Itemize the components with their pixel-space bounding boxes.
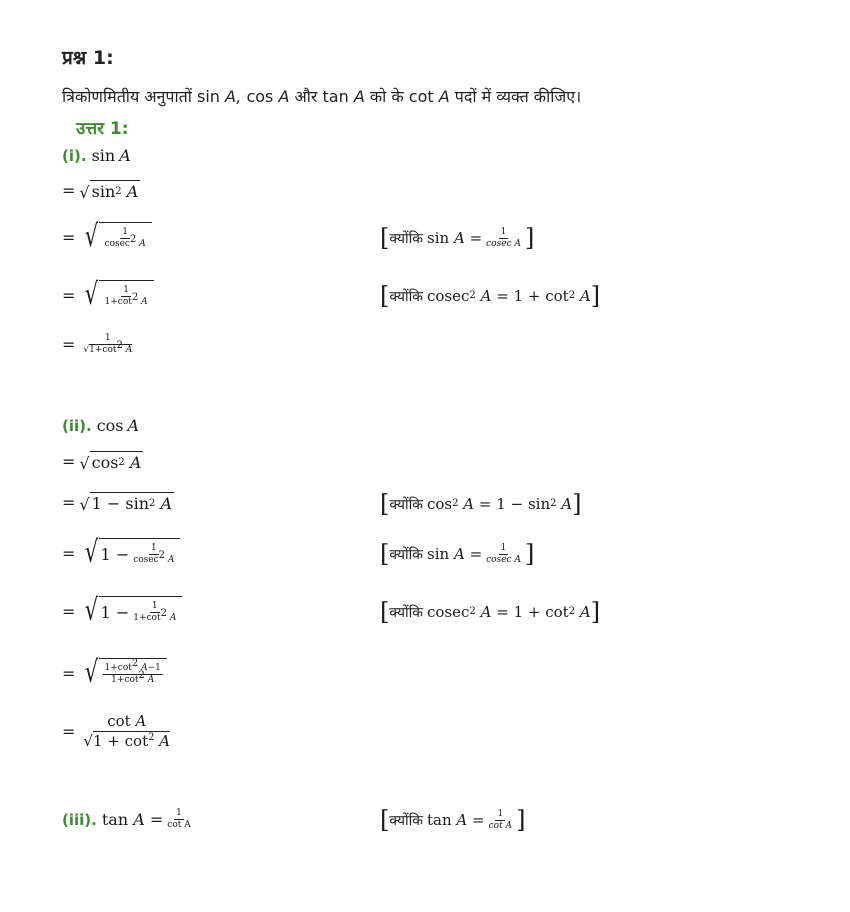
radical-sign: √ <box>85 277 99 312</box>
question-text-part: त्रिकोणमितीय अनुपातों <box>62 87 192 106</box>
sqrt-body <box>93 731 170 750</box>
sqrt: √ sin 2 A <box>79 182 139 202</box>
var-a: A <box>139 238 146 249</box>
denominator: $√1+\cot^2$ A <box>83 340 133 355</box>
exponent: 2 <box>160 607 167 619</box>
numerator <box>105 712 148 732</box>
denominator <box>103 291 150 308</box>
var-a: A <box>141 662 148 673</box>
var-a: A <box>127 416 140 435</box>
question-text-part: sin <box>197 87 220 106</box>
bracket-right: ] <box>590 598 601 626</box>
radical-sign: √ <box>79 495 90 514</box>
fn-cos: cos <box>91 453 119 472</box>
fn-cos: cos <box>427 495 453 513</box>
part-label: (ii). <box>62 416 92 435</box>
exponent: 2 <box>116 340 123 351</box>
minus-sign: − <box>510 495 524 513</box>
one: 1 <box>92 732 103 750</box>
eq-sign: = <box>478 495 492 513</box>
fraction <box>165 808 192 831</box>
bracket-right: ] <box>524 540 535 568</box>
reason-word: क्योंकि <box>389 496 423 513</box>
question-text-part: को के <box>369 87 404 106</box>
fn-cot: cot <box>545 603 569 621</box>
question-text-part: और <box>294 87 318 106</box>
numerator: 1 <box>104 333 111 343</box>
var-a: A <box>119 146 131 165</box>
reason-word: क्योंकि <box>389 288 423 305</box>
numerator: 1 <box>500 226 507 237</box>
numerator: 1 <box>123 284 129 295</box>
p1-step3 <box>62 277 154 312</box>
denominator <box>131 549 176 566</box>
minus-sign: − <box>115 544 130 564</box>
radical-sign: √ <box>85 593 99 628</box>
exponent: 2 <box>138 669 145 681</box>
var-a: A <box>453 229 465 247</box>
radical-sign: √ <box>85 655 99 690</box>
reason-word: क्योंकि <box>389 812 423 829</box>
var-a: A <box>456 811 468 829</box>
var-a: A <box>160 494 173 513</box>
fn-sin: sin <box>91 146 116 165</box>
denominator <box>131 607 178 624</box>
eq-sign: = <box>62 285 76 305</box>
numerator <box>103 657 163 675</box>
bracket-right: ] <box>524 224 535 252</box>
p3-reason1 <box>380 808 525 832</box>
var-a: A <box>579 287 591 305</box>
question-text-part: cot <box>408 87 434 106</box>
fraction <box>81 333 134 356</box>
question-text-part: पदों में व्यक्त कीजिए। <box>454 87 582 106</box>
var-a: A <box>126 182 139 201</box>
fn-sin: sin <box>91 182 116 201</box>
denominator: cot A <box>488 820 513 831</box>
p2-step3 <box>62 535 180 570</box>
var-a: A <box>463 495 475 513</box>
eq-sign: = <box>62 227 76 247</box>
bracket-left: [ <box>380 490 390 518</box>
eq-sign: = <box>149 810 164 829</box>
eq-sign: = <box>62 722 76 741</box>
question-text-part: A <box>438 87 450 106</box>
radical-sign: √ <box>85 535 99 570</box>
numerator: 1 <box>122 226 128 237</box>
p2-step5 <box>62 655 167 690</box>
den-text: 1+cot <box>111 674 139 685</box>
sqrt: √ 1 − sin 2 A <box>79 494 173 514</box>
var-a: A <box>129 453 142 472</box>
var-a: A <box>125 345 133 355</box>
fn-cot: cot <box>124 732 149 750</box>
fn-cosec: cosec <box>133 554 159 565</box>
eq-sign: = <box>62 493 76 512</box>
fraction <box>103 227 148 250</box>
bracket-left: [ <box>380 224 390 252</box>
sqrt <box>79 535 180 570</box>
one: 1 <box>100 602 111 622</box>
plus-sign: + <box>527 603 541 621</box>
fn-sin: sin <box>427 545 450 563</box>
fraction <box>484 543 523 566</box>
part1-heading <box>62 146 131 165</box>
exponent: 2 <box>129 233 137 245</box>
denominator: cosec A <box>486 554 521 565</box>
one: 1 <box>513 603 524 621</box>
fn-sin: sin <box>125 494 150 513</box>
bracket-right: ] <box>590 282 601 310</box>
question-text <box>62 85 581 107</box>
num-text: 1+cot <box>104 662 132 673</box>
numerator: 1 <box>500 542 507 553</box>
p1-step4 <box>62 333 136 356</box>
question-text-part: A, <box>225 87 242 106</box>
question-text-part: A <box>353 87 365 106</box>
eq-sign: = <box>472 811 485 829</box>
fn-cosec: cosec <box>427 287 470 305</box>
p2-reason2 <box>380 542 534 566</box>
denominator: cot A <box>167 820 191 830</box>
eq-sign: = <box>496 603 509 621</box>
bracket-right: ] <box>516 806 526 834</box>
exponent: 2 <box>131 657 139 669</box>
reason-word: क्योंकि <box>389 546 423 563</box>
minus-one: −1 <box>147 662 161 673</box>
var-a: A <box>159 732 171 750</box>
numerator: 1 <box>151 600 158 611</box>
var-a: A <box>579 603 591 621</box>
part-label: (iii). <box>62 810 97 829</box>
eq-sign: = <box>62 663 76 683</box>
var-a: A <box>147 674 155 685</box>
fraction <box>81 712 172 751</box>
answer-heading: उत्तर 1: <box>76 119 129 139</box>
fn-cot: cot <box>545 287 569 305</box>
eq-sign: = <box>62 335 76 354</box>
fraction <box>131 601 178 624</box>
numerator: 1 <box>176 808 182 818</box>
den-text: 1+cot <box>133 612 161 623</box>
radical-sign: √ <box>79 454 90 473</box>
bracket-right: ] <box>572 490 582 518</box>
eq-sign: = <box>62 601 76 621</box>
bracket-left: [ <box>380 806 390 834</box>
fn-cosec: cosec <box>104 238 130 249</box>
question-text-part: A <box>278 87 290 106</box>
fraction <box>131 543 176 566</box>
radical-sign: √ <box>85 219 99 254</box>
one: 1 <box>496 495 506 513</box>
part2-heading <box>62 416 139 435</box>
var-a: A <box>169 612 177 623</box>
eq-sign: = <box>62 452 76 471</box>
var-a: A <box>167 554 175 565</box>
fn-cot: cot <box>107 712 131 730</box>
eq-sign: = <box>469 545 483 563</box>
p2-step4 <box>62 593 182 628</box>
var-a: A <box>480 603 492 621</box>
denominator <box>103 233 148 250</box>
bracket-left: [ <box>380 598 390 626</box>
reason-word: क्योंकि <box>389 604 423 621</box>
reason-word: क्योंकि <box>389 230 423 247</box>
sqrt <box>79 655 167 690</box>
question-text-part: tan <box>322 87 349 106</box>
radical-sign: √ <box>79 183 90 202</box>
minus-sign: − <box>106 494 121 513</box>
p2-step1 <box>62 451 143 472</box>
eq-sign: = <box>62 181 76 200</box>
plus-sign: + <box>527 287 541 305</box>
fn-tan: tan <box>427 811 452 829</box>
p2-step6 <box>62 712 174 751</box>
fraction <box>103 657 163 686</box>
sqrt <box>79 593 182 628</box>
p2-step2 <box>62 492 174 513</box>
sqrt <box>79 219 151 254</box>
part-label: (i). <box>62 146 87 165</box>
exponent: 2 <box>158 549 166 561</box>
exponent: 2 <box>148 732 155 743</box>
eq-sign: = <box>62 543 76 563</box>
den-text: 1+cot <box>89 345 117 355</box>
p2-reason1: [ क्योंकि cos 2 A = 1 − sin 2 A ] <box>380 490 582 518</box>
var-a: A <box>141 296 148 307</box>
sqrt: √ cos 2 A <box>79 453 142 473</box>
sqrt-body <box>89 340 133 355</box>
part3-row <box>62 808 195 831</box>
eq-sign: = <box>496 287 509 305</box>
plus-sign: + <box>107 732 120 750</box>
fn-cos: cos <box>96 416 124 435</box>
var-a: A <box>133 810 145 829</box>
var-a: A <box>453 545 465 563</box>
denominator: cosec A <box>486 238 521 249</box>
one: 1 <box>91 494 102 513</box>
minus-sign: − <box>115 602 130 622</box>
var-a: A <box>561 495 573 513</box>
fn-tan: tan <box>101 810 129 829</box>
numerator: 1 <box>150 542 157 553</box>
den-text: 1+cot <box>104 296 132 307</box>
fraction <box>103 285 150 308</box>
exponent: 2 <box>131 291 139 303</box>
sqrt <box>79 277 153 312</box>
bracket-left: [ <box>380 282 390 310</box>
fraction <box>487 809 514 832</box>
fn-sin: sin <box>527 495 551 513</box>
one: 1 <box>513 287 524 305</box>
denominator <box>109 669 156 686</box>
numerator: 1 <box>497 808 504 819</box>
eq-sign: = <box>469 229 483 247</box>
question-heading: प्रश्न 1: <box>62 47 114 69</box>
denominator: $√1 + \cot^2 A$ <box>83 732 171 750</box>
question-text-part: cos <box>246 87 274 106</box>
bracket-left: [ <box>380 540 390 568</box>
var-a: A <box>480 287 492 305</box>
fraction <box>484 227 523 250</box>
one: 1 <box>100 544 111 564</box>
fn-cosec: cosec <box>427 603 470 621</box>
p1-reason2: [ क्योंकि cosec 2 A = 1 + cot 2 A ] <box>380 282 601 310</box>
var-a: A <box>135 712 147 730</box>
p1-step2 <box>62 219 152 254</box>
p1-step1 <box>62 180 140 201</box>
p1-reason1 <box>380 226 534 250</box>
p2-reason3: [ क्योंकि cosec 2 A = 1 + cot 2 A ] <box>380 598 601 626</box>
fn-sin: sin <box>427 229 450 247</box>
